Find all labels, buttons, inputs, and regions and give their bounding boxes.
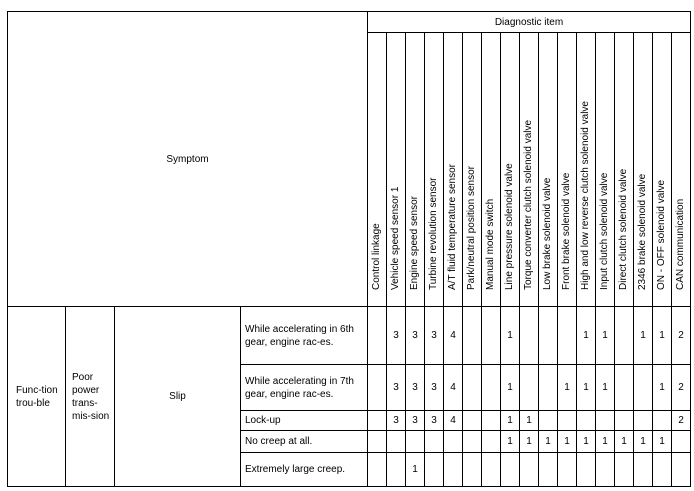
- priority-cell: 3: [406, 365, 425, 411]
- column-header: [596, 33, 615, 307]
- priority-cell: [482, 431, 501, 453]
- priority-cell: [577, 453, 596, 487]
- priority-cell: 1: [501, 431, 520, 453]
- condition-cell: Lock-up: [241, 411, 368, 431]
- priority-cell: [463, 431, 482, 453]
- column-header-label: CAN communication: [675, 198, 686, 290]
- priority-cell: 3: [406, 411, 425, 431]
- column-header: [444, 33, 463, 307]
- priority-cell: 1: [653, 365, 672, 411]
- priority-cell: 2: [672, 307, 691, 365]
- column-header-label: 2346 brake solenoid valve: [637, 173, 648, 290]
- condition-cell: Extremely large creep.: [241, 453, 368, 487]
- column-header: [653, 33, 672, 307]
- priority-cell: [672, 431, 691, 453]
- priority-cell: [444, 431, 463, 453]
- column-header-label: A/T fluid temperature sensor: [447, 164, 458, 290]
- column-header: [482, 33, 501, 307]
- column-header: [520, 33, 539, 307]
- priority-cell: 1: [501, 411, 520, 431]
- priority-cell: [368, 411, 387, 431]
- priority-cell: 1: [596, 307, 615, 365]
- priority-cell: [558, 307, 577, 365]
- priority-cell: [577, 411, 596, 431]
- symptom-header: Symptom: [8, 12, 368, 307]
- priority-cell: 4: [444, 365, 463, 411]
- priority-cell: 1: [634, 431, 653, 453]
- condition-cell: No creep at all.: [241, 431, 368, 453]
- priority-cell: 3: [425, 365, 444, 411]
- priority-cell: [539, 365, 558, 411]
- priority-cell: 1: [615, 431, 634, 453]
- priority-cell: [615, 307, 634, 365]
- condition-cell: While accelerating in 7th gear, engine rac-es.: [241, 365, 368, 411]
- column-header-label: Direct clutch solenoid valve: [618, 168, 629, 290]
- priority-cell: [672, 453, 691, 487]
- priority-cell: 1: [653, 431, 672, 453]
- priority-cell: [634, 365, 653, 411]
- diagnostic-item-header: Diagnostic item: [368, 12, 691, 33]
- priority-cell: 1: [520, 431, 539, 453]
- column-header-label: High and low reverse clutch solenoid valve: [580, 101, 591, 290]
- priority-cell: [482, 365, 501, 411]
- priority-cell: [463, 365, 482, 411]
- priority-cell: [596, 411, 615, 431]
- priority-cell: 3: [387, 365, 406, 411]
- priority-cell: [368, 453, 387, 487]
- priority-cell: 1: [634, 307, 653, 365]
- priority-cell: [368, 365, 387, 411]
- priority-cell: [444, 453, 463, 487]
- priority-cell: 1: [406, 453, 425, 487]
- priority-cell: [387, 453, 406, 487]
- column-header: [387, 33, 406, 307]
- priority-cell: [482, 307, 501, 365]
- priority-cell: [653, 411, 672, 431]
- column-header-label: Turbine revolution sensor: [428, 177, 439, 290]
- column-header: [463, 33, 482, 307]
- priority-cell: 3: [425, 411, 444, 431]
- column-header-label: Input clutch solenoid valve: [599, 172, 610, 290]
- priority-cell: [387, 431, 406, 453]
- symptom-category: Func-tion trou-ble: [8, 307, 66, 487]
- priority-cell: [425, 453, 444, 487]
- priority-cell: 1: [558, 365, 577, 411]
- priority-cell: [634, 453, 653, 487]
- priority-cell: 1: [577, 431, 596, 453]
- priority-cell: 4: [444, 307, 463, 365]
- priority-cell: [463, 453, 482, 487]
- priority-cell: [368, 431, 387, 453]
- priority-cell: [406, 431, 425, 453]
- symptom-name: Slip: [115, 307, 241, 487]
- priority-cell: 1: [539, 431, 558, 453]
- table-row: [8, 307, 691, 365]
- priority-cell: 1: [577, 365, 596, 411]
- priority-cell: 1: [501, 307, 520, 365]
- priority-cell: 3: [387, 307, 406, 365]
- column-header: [577, 33, 596, 307]
- priority-cell: [501, 453, 520, 487]
- priority-cell: 1: [558, 431, 577, 453]
- priority-cell: [558, 411, 577, 431]
- column-header: [406, 33, 425, 307]
- priority-cell: [596, 453, 615, 487]
- column-header-label: Line pressure solenoid valve: [504, 163, 515, 290]
- column-header-label: Park/neutral position sensor: [466, 166, 477, 290]
- priority-cell: [463, 307, 482, 365]
- diagnostic-table: [7, 11, 691, 487]
- priority-cell: [558, 453, 577, 487]
- column-header: [634, 33, 653, 307]
- priority-cell: [539, 411, 558, 431]
- priority-cell: 2: [672, 411, 691, 431]
- priority-cell: 1: [596, 365, 615, 411]
- priority-cell: [482, 411, 501, 431]
- column-header-label: Manual mode switch: [485, 198, 496, 290]
- column-header-label: Vehicle speed sensor 1: [390, 186, 401, 290]
- priority-cell: [520, 365, 539, 411]
- condition-cell: While accelerating in 6th gear, engine rac-es.: [241, 307, 368, 365]
- column-header: [425, 33, 444, 307]
- column-header-label: Low brake solenoid valve: [542, 177, 553, 290]
- column-header: [368, 33, 387, 307]
- priority-cell: [520, 453, 539, 487]
- priority-cell: [539, 453, 558, 487]
- symptom-subcategory: Poor power trans-mis-sion: [66, 307, 115, 487]
- priority-cell: [539, 307, 558, 365]
- priority-cell: 1: [520, 411, 539, 431]
- column-header-label: Front brake solenoid valve: [561, 172, 572, 290]
- priority-cell: [482, 453, 501, 487]
- priority-cell: 3: [406, 307, 425, 365]
- priority-cell: 1: [596, 431, 615, 453]
- priority-cell: [463, 411, 482, 431]
- priority-cell: 1: [653, 307, 672, 365]
- column-header: [539, 33, 558, 307]
- priority-cell: 2: [672, 365, 691, 411]
- column-header: [615, 33, 634, 307]
- priority-cell: [520, 307, 539, 365]
- priority-cell: 4: [444, 411, 463, 431]
- column-header-label: ON - OFF solenoid valve: [656, 179, 667, 290]
- priority-cell: [615, 411, 634, 431]
- priority-cell: 3: [387, 411, 406, 431]
- column-header: [501, 33, 520, 307]
- priority-cell: 1: [501, 365, 520, 411]
- column-header-label: Control linkage: [371, 223, 382, 290]
- priority-cell: [634, 411, 653, 431]
- priority-cell: 3: [425, 307, 444, 365]
- column-header: [558, 33, 577, 307]
- priority-cell: 1: [577, 307, 596, 365]
- column-header: [672, 33, 691, 307]
- column-header-label: Torque converter clutch solenoid valve: [523, 119, 534, 290]
- priority-cell: [615, 365, 634, 411]
- priority-cell: [615, 453, 634, 487]
- priority-cell: [653, 453, 672, 487]
- priority-cell: [425, 431, 444, 453]
- column-header-label: Engine speed sensor: [409, 196, 420, 290]
- priority-cell: [368, 307, 387, 365]
